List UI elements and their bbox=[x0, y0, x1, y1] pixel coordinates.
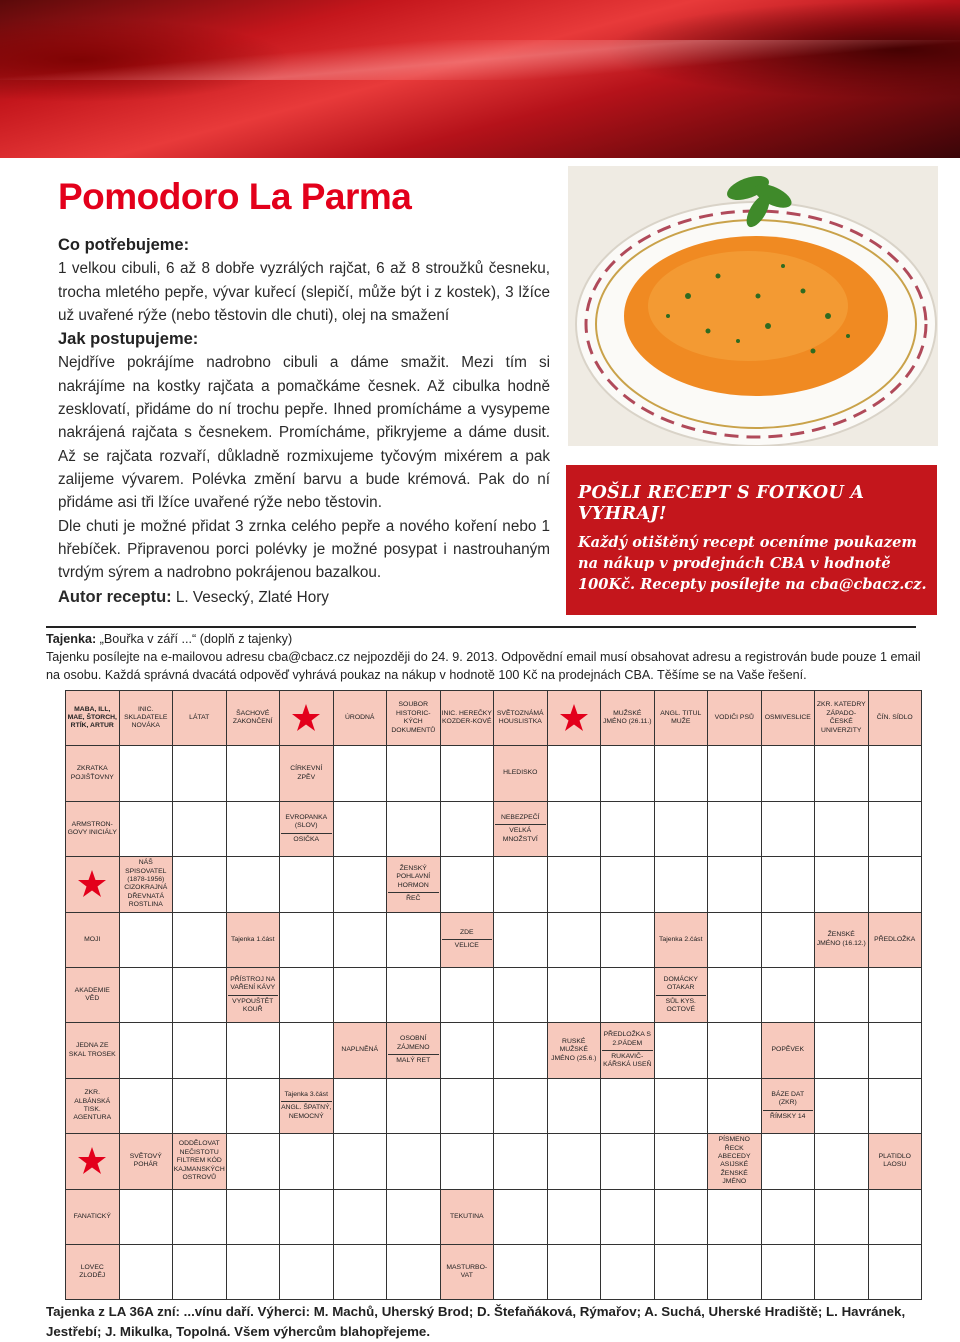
answer-cell[interactable] bbox=[868, 1078, 923, 1134]
answer-cell[interactable] bbox=[761, 745, 816, 801]
answer-cell[interactable] bbox=[600, 912, 655, 968]
answer-cell[interactable] bbox=[386, 1189, 441, 1245]
clue-divider bbox=[442, 939, 493, 940]
star-icon bbox=[65, 856, 120, 912]
promo-box bbox=[566, 465, 937, 615]
clue-cell bbox=[65, 801, 120, 857]
clue-cell bbox=[600, 690, 655, 746]
clue-text: ANGL. ŠPATNÝ, NEMOCNÝ bbox=[281, 1104, 332, 1120]
author-value: L. Vesecký, Zlaté Hory bbox=[175, 589, 329, 607]
clue-divider bbox=[281, 833, 332, 834]
clue-text: HLEDISKO bbox=[503, 769, 538, 777]
tajenka-label: Tajenka: bbox=[46, 632, 97, 646]
answer-cell[interactable] bbox=[279, 1189, 334, 1245]
clue-text: ŽENSKÉ JMÉNO (16.12.) bbox=[816, 931, 866, 947]
answer-cell[interactable] bbox=[493, 912, 548, 968]
answer-cell[interactable] bbox=[119, 967, 174, 1023]
answer-cell[interactable] bbox=[333, 1133, 388, 1189]
answer-cell[interactable] bbox=[547, 801, 602, 857]
answer-cell[interactable] bbox=[868, 856, 923, 912]
clue-cell bbox=[226, 912, 281, 968]
clue-cell bbox=[386, 856, 441, 912]
clue-cell bbox=[868, 690, 923, 746]
clue-text: AKADEMIE VĚD bbox=[74, 986, 110, 1003]
clue-cell bbox=[440, 1244, 495, 1300]
answer-cell[interactable] bbox=[547, 967, 602, 1023]
clue-text: VYPOUŠTĚT KOUŘ bbox=[232, 997, 274, 1014]
answer-cell[interactable] bbox=[600, 1189, 655, 1245]
clue-divider bbox=[388, 892, 439, 893]
clue-text: ZDE bbox=[459, 928, 474, 936]
answer-cell[interactable] bbox=[279, 1133, 334, 1189]
clue-text: PŘÍSTROJ NA VAŘENÍ KÁVY bbox=[230, 975, 276, 992]
answer-cell[interactable] bbox=[279, 1244, 334, 1300]
clue-cell bbox=[386, 1022, 441, 1078]
answer-cell[interactable] bbox=[440, 967, 495, 1023]
answer-cell[interactable] bbox=[226, 1189, 281, 1245]
answer-cell[interactable] bbox=[814, 967, 869, 1023]
answer-cell[interactable] bbox=[119, 912, 174, 968]
footer-winners: Tajenka z LA 36A zní: ...vínu daří. Výherci: M. Machů, Uherský Brod; D. Štefaňáková, Rýmařov; A. Suchá, Uherské Hradiště; L. Havránek, Jestřebí; J. Mikulka, Topolná. Všem výhercům blahopřejeme. bbox=[46, 1304, 906, 1339]
answer-cell[interactable] bbox=[386, 745, 441, 801]
clue-text: NÁŠ SPISOVATEL (1878-1956) CIZOKRAJNÁ DŘEVNATÁ ROSTLINA bbox=[124, 859, 168, 909]
clue-text: Tajenka 3.část bbox=[284, 1090, 328, 1098]
answer-cell[interactable] bbox=[172, 1244, 227, 1300]
clue-text: MOJI bbox=[84, 935, 101, 943]
answer-cell[interactable] bbox=[547, 912, 602, 968]
clue-text: Tajenka 1.část bbox=[231, 935, 275, 943]
answer-cell[interactable] bbox=[333, 967, 388, 1023]
answer-cell[interactable] bbox=[814, 1133, 869, 1189]
clue-text: POPĚVEK bbox=[771, 1046, 804, 1054]
clue-text: ŠACHOVÉ ZAKONČENÍ bbox=[232, 709, 273, 726]
clue-text: PÍSMENO ŘECK ABECEDY ASIJSKÉ ŽENSKÉ JMÉNO bbox=[718, 1136, 751, 1186]
answer-cell[interactable] bbox=[547, 745, 602, 801]
answer-cell[interactable] bbox=[226, 856, 281, 912]
clue-text: OSMIVESLICE bbox=[764, 713, 811, 721]
answer-cell[interactable] bbox=[814, 856, 869, 912]
answer-cell[interactable] bbox=[226, 1133, 281, 1189]
clue-cell bbox=[761, 690, 816, 746]
clue-cell bbox=[333, 690, 388, 746]
clue-cell bbox=[707, 690, 762, 746]
answer-cell[interactable] bbox=[226, 1022, 281, 1078]
answer-cell[interactable] bbox=[172, 745, 227, 801]
clue-cell bbox=[814, 912, 869, 968]
clue-cell bbox=[654, 690, 709, 746]
answer-cell[interactable] bbox=[814, 1078, 869, 1134]
answer-cell[interactable] bbox=[868, 967, 923, 1023]
star-icon bbox=[279, 690, 334, 746]
answer-cell[interactable] bbox=[600, 967, 655, 1023]
answer-cell[interactable] bbox=[547, 1244, 602, 1300]
answer-cell[interactable] bbox=[333, 1244, 388, 1300]
clue-text: RUSKÉ MUŽSKÉ JMÉNO (25.6.) bbox=[551, 1037, 597, 1062]
answer-cell[interactable] bbox=[707, 1244, 762, 1300]
answer-cell[interactable] bbox=[493, 1244, 548, 1300]
clue-cell bbox=[654, 967, 709, 1023]
answer-cell[interactable] bbox=[226, 801, 281, 857]
answer-cell[interactable] bbox=[279, 1022, 334, 1078]
clue-text: FANATICKÝ bbox=[73, 1212, 111, 1220]
answer-cell[interactable] bbox=[654, 1078, 709, 1134]
answer-cell[interactable] bbox=[707, 1022, 762, 1078]
answer-cell[interactable] bbox=[707, 856, 762, 912]
header-banner bbox=[0, 0, 960, 158]
answer-cell[interactable] bbox=[654, 745, 709, 801]
answer-cell[interactable] bbox=[814, 1244, 869, 1300]
clue-cell bbox=[119, 690, 174, 746]
clue-cell bbox=[814, 690, 869, 746]
answer-cell[interactable] bbox=[814, 1022, 869, 1078]
clue-text: NAPLNĚNÁ bbox=[341, 1046, 379, 1054]
answer-cell[interactable] bbox=[279, 912, 334, 968]
answer-cell[interactable] bbox=[707, 1189, 762, 1245]
answer-cell[interactable] bbox=[333, 745, 388, 801]
clue-text: SVĚTOZNÁMÁ HOUSLISTKA bbox=[496, 709, 544, 726]
clue-text: LÁTAT bbox=[189, 713, 210, 721]
answer-cell[interactable] bbox=[868, 1022, 923, 1078]
answer-cell[interactable] bbox=[119, 1189, 174, 1245]
clue-cell bbox=[868, 912, 923, 968]
answer-cell[interactable] bbox=[707, 967, 762, 1023]
clue-cell bbox=[440, 690, 495, 746]
answer-cell[interactable] bbox=[279, 856, 334, 912]
star-icon bbox=[547, 690, 602, 746]
answer-cell[interactable] bbox=[440, 1078, 495, 1134]
clue-text: LOVEC ZLODĚJ bbox=[79, 1263, 106, 1280]
clue-divider bbox=[281, 1101, 332, 1102]
answer-cell[interactable] bbox=[226, 1078, 281, 1134]
clue-cell bbox=[279, 1078, 334, 1134]
answer-cell[interactable] bbox=[440, 856, 495, 912]
answer-cell[interactable] bbox=[814, 1189, 869, 1245]
clue-text: VODIČI PSŮ bbox=[714, 713, 754, 721]
answer-cell[interactable] bbox=[600, 801, 655, 857]
answer-cell[interactable] bbox=[172, 1022, 227, 1078]
answer-cell[interactable] bbox=[493, 967, 548, 1023]
answer-cell[interactable] bbox=[386, 1078, 441, 1134]
answer-cell[interactable] bbox=[386, 912, 441, 968]
answer-cell[interactable] bbox=[119, 745, 174, 801]
answer-cell[interactable] bbox=[386, 967, 441, 1023]
clue-divider bbox=[228, 995, 279, 996]
answer-cell[interactable] bbox=[226, 745, 281, 801]
answer-cell[interactable] bbox=[547, 856, 602, 912]
clue-text: INIC. HEREČKY KOZDER-KOVÉ bbox=[441, 709, 492, 726]
answer-cell[interactable] bbox=[119, 1244, 174, 1300]
clue-cell bbox=[172, 1133, 227, 1189]
clue-cell bbox=[65, 1244, 120, 1300]
answer-cell[interactable] bbox=[814, 745, 869, 801]
clue-text: MALÝ RET bbox=[396, 1057, 431, 1065]
clue-text: CÍRKEVNÍ ZPĚV bbox=[290, 765, 323, 781]
answer-cell[interactable] bbox=[868, 1189, 923, 1245]
answer-cell[interactable] bbox=[654, 1244, 709, 1300]
clue-cell bbox=[761, 1078, 816, 1134]
puzzle-info bbox=[46, 630, 936, 684]
promo-text: Každý otištěný recept oceníme poukazem na nákup v prodejnách CBA v hodnotě 100Kč. Recepty posílejte na cba@cbacz.cz. bbox=[578, 534, 927, 593]
clue-text: TEKUTINA bbox=[449, 1212, 484, 1220]
answer-cell[interactable] bbox=[600, 1133, 655, 1189]
answer-cell[interactable] bbox=[386, 1133, 441, 1189]
answer-cell[interactable] bbox=[333, 856, 388, 912]
clue-cell bbox=[386, 690, 441, 746]
answer-cell[interactable] bbox=[814, 801, 869, 857]
answer-cell[interactable] bbox=[761, 1189, 816, 1245]
clue-divider bbox=[763, 1110, 814, 1111]
answer-cell[interactable] bbox=[440, 801, 495, 857]
clue-cell bbox=[707, 1133, 762, 1189]
answer-cell[interactable] bbox=[172, 1189, 227, 1245]
answer-cell[interactable] bbox=[386, 801, 441, 857]
answer-cell[interactable] bbox=[707, 745, 762, 801]
answer-cell[interactable] bbox=[333, 912, 388, 968]
answer-cell[interactable] bbox=[654, 1022, 709, 1078]
answer-cell[interactable] bbox=[333, 1078, 388, 1134]
answer-cell[interactable] bbox=[172, 912, 227, 968]
clue-text: MABA, ILL, MAE, ŠTORCH, RTÍK, ARTUR bbox=[67, 705, 117, 730]
clue-text: ÚRODNÁ bbox=[345, 713, 375, 721]
clue-cell bbox=[119, 856, 174, 912]
answer-cell[interactable] bbox=[547, 1078, 602, 1134]
answer-cell[interactable] bbox=[761, 967, 816, 1023]
clue-divider bbox=[388, 1054, 439, 1055]
clue-text: SVĚTOVÝ POHÁR bbox=[129, 1152, 162, 1169]
prep-text: Nejdříve pokrájíme nadrobno cibuli a dáme smažit. Mezi tím si nakrájíme na kostky rajčata a pomačkáme česnek. Až cibulka hodně zesklovatí, přidáme do ní trochu pepře. Ihned promícháme a vysypeme nakrájená rajčata s česnekem. Promícháme, přikryjeme a dáme dusit. Až se rajčata rozvaří, důkladně rozmixujeme tyčovým mixérem a pak zalijeme vývarem. Polévka změní barvu a bude krémová. Pak do ní přidáme asi tři lžíce uvařené rýže nebo těstovin. bbox=[58, 354, 550, 512]
answer-cell[interactable] bbox=[172, 1078, 227, 1134]
promo-headline: POŠLI RECEPT S FOTKOU A VYHRAJ! bbox=[578, 483, 865, 524]
clue-cell bbox=[493, 745, 548, 801]
clue-cell bbox=[493, 690, 548, 746]
answer-cell[interactable] bbox=[440, 745, 495, 801]
clue-cell bbox=[440, 912, 495, 968]
puzzle-instructions: Tajenku posílejte na e-mailovou adresu cba@cbacz.cz nejpozději do 24. 9. 2013. Odpovědní email musí obsahovat adresu a registrován bude pouze 1 email na osobu. Každá správná dvacátá odpověď vyhrává poukaz na nákup v hodnotě 100 Kč na prodejnách CBA. Těšíme se na Vaše řešení. bbox=[46, 650, 921, 682]
answer-cell[interactable] bbox=[547, 1133, 602, 1189]
clue-text: OSIČKA bbox=[293, 835, 320, 843]
answer-cell[interactable] bbox=[654, 801, 709, 857]
clue-text: PŘEDLOŽKA bbox=[874, 935, 916, 943]
clue-text: EVROPANKA (SLOV) bbox=[285, 813, 328, 830]
tajenka-text: „Bouřka v září ...“ (doplň z tajenky) bbox=[99, 632, 293, 646]
recipe-body bbox=[58, 234, 550, 610]
answer-cell[interactable] bbox=[868, 1244, 923, 1300]
answer-cell[interactable] bbox=[761, 912, 816, 968]
clue-cell bbox=[65, 1189, 120, 1245]
prep-heading: Jak postupujeme: bbox=[58, 330, 199, 349]
answer-cell[interactable] bbox=[119, 1078, 174, 1134]
clue-text: RUKAVIČ-KÁŘSKÁ USEŇ bbox=[603, 1053, 652, 1069]
answer-cell[interactable] bbox=[172, 856, 227, 912]
answer-cell[interactable] bbox=[868, 801, 923, 857]
answer-cell[interactable] bbox=[386, 1244, 441, 1300]
clue-text: MUŽSKÉ JMÉNO (26.11.) bbox=[602, 709, 652, 726]
needs-heading: Co potřebujeme: bbox=[58, 236, 190, 254]
answer-cell[interactable] bbox=[761, 1244, 816, 1300]
clue-text: ZKRATKA POJIŠŤOVNY bbox=[70, 765, 114, 781]
clue-text: ŘÍMSKY 14 bbox=[770, 1112, 806, 1120]
clue-text: ODDĚLOVAT NEČISTOTU FILTREM KÓD KAJMANSKÝCH OSTROVŮ bbox=[173, 1140, 225, 1181]
clue-divider bbox=[656, 995, 707, 996]
answer-cell[interactable] bbox=[440, 1133, 495, 1189]
clue-text: ZKR. ALBÁNSKÁ TISK. AGENTURA bbox=[73, 1089, 112, 1122]
answer-cell[interactable] bbox=[547, 1189, 602, 1245]
answer-cell[interactable] bbox=[600, 856, 655, 912]
answer-cell[interactable] bbox=[600, 1078, 655, 1134]
answer-cell[interactable] bbox=[119, 801, 174, 857]
clue-text: DOMÁCKY OTAKAR bbox=[663, 975, 698, 992]
clue-text: VELKÁ MNOŽSTVÍ bbox=[502, 827, 538, 843]
clue-text: Tajenka 2.část bbox=[659, 935, 703, 943]
answer-cell[interactable] bbox=[172, 801, 227, 857]
clue-text: PŘEDLOŽKA S 2.PÁDEM bbox=[603, 1031, 651, 1047]
star-icon bbox=[65, 1133, 120, 1189]
answer-cell[interactable] bbox=[654, 1133, 709, 1189]
clue-text: ČÍN. SÍDLO bbox=[876, 713, 913, 721]
recipe-title: Pomodoro La Parma bbox=[58, 176, 412, 217]
clue-text: ANGL. TITUL MUŽE bbox=[660, 709, 702, 726]
clue-cell bbox=[761, 1022, 816, 1078]
answer-cell[interactable] bbox=[333, 801, 388, 857]
answer-cell[interactable] bbox=[600, 1244, 655, 1300]
answer-cell[interactable] bbox=[654, 856, 709, 912]
clue-cell bbox=[440, 1189, 495, 1245]
answer-cell[interactable] bbox=[172, 967, 227, 1023]
answer-cell[interactable] bbox=[493, 1078, 548, 1134]
clue-cell bbox=[547, 1022, 602, 1078]
clue-text: ZKR. KATEDRY ZÁPADO-ČESKÉ UNIVERZITY bbox=[816, 701, 866, 734]
clue-cell bbox=[279, 745, 334, 801]
answer-cell[interactable] bbox=[707, 912, 762, 968]
clue-text: OSOBNÍ ZÁJMENO bbox=[397, 1035, 430, 1051]
answer-cell[interactable] bbox=[654, 1189, 709, 1245]
crossword-grid[interactable] bbox=[65, 690, 921, 1300]
answer-cell[interactable] bbox=[600, 745, 655, 801]
clue-cell bbox=[226, 690, 281, 746]
answer-cell[interactable] bbox=[333, 1189, 388, 1245]
clue-text: JEDNA ZE SKAL TROSEK bbox=[68, 1042, 116, 1058]
clue-divider bbox=[602, 1050, 653, 1051]
clue-text: ŘEČ bbox=[406, 895, 421, 903]
answer-cell[interactable] bbox=[707, 801, 762, 857]
clue-cell bbox=[333, 1022, 388, 1078]
answer-cell[interactable] bbox=[493, 1189, 548, 1245]
answer-cell[interactable] bbox=[440, 1022, 495, 1078]
clue-cell bbox=[65, 912, 120, 968]
clue-cell bbox=[65, 1078, 120, 1134]
prep-text-2: Dle chuti je možné přidat 3 zrnka celého pepře a nového koření nebo 1 hřebíček. Připravenou porci polévky je možné posypat i nastrouhaným tvrdým sýrem a nadrobno pokrájenou bazalkou. bbox=[58, 517, 550, 582]
clue-divider bbox=[495, 824, 546, 825]
clue-text: ARMSTRON-GOVY INICIÁLY bbox=[67, 820, 117, 836]
clue-cell bbox=[493, 801, 548, 857]
divider bbox=[46, 626, 916, 628]
clue-text: NEBEZPEČÍ bbox=[500, 813, 540, 821]
answer-cell[interactable] bbox=[493, 856, 548, 912]
answer-cell[interactable] bbox=[761, 801, 816, 857]
answer-cell[interactable] bbox=[761, 856, 816, 912]
clue-cell bbox=[65, 967, 120, 1023]
clue-cell bbox=[226, 967, 281, 1023]
answer-cell[interactable] bbox=[707, 1078, 762, 1134]
answer-cell[interactable] bbox=[226, 1244, 281, 1300]
answer-cell[interactable] bbox=[493, 1133, 548, 1189]
answer-cell[interactable] bbox=[119, 1022, 174, 1078]
clue-text: SŮL KYS. OCTOVÉ bbox=[665, 997, 696, 1014]
clue-text: VELICE bbox=[454, 942, 479, 950]
clue-text: PLATIDLO LAOSU bbox=[878, 1152, 911, 1169]
author-line bbox=[58, 586, 550, 609]
clue-text: MASTURBO-VAT bbox=[446, 1263, 488, 1280]
clue-cell bbox=[172, 690, 227, 746]
answer-cell[interactable] bbox=[868, 745, 923, 801]
clue-cell bbox=[119, 1133, 174, 1189]
clue-cell bbox=[65, 745, 120, 801]
soup-photo bbox=[568, 166, 938, 446]
clue-text: INIC. SKLADATELE NOVÁKA bbox=[124, 705, 168, 730]
clue-text: ŽENSKÝ POHLAVNÍ HORMON bbox=[396, 865, 431, 889]
clue-cell bbox=[600, 1022, 655, 1078]
answer-cell[interactable] bbox=[761, 1133, 816, 1189]
clue-cell bbox=[654, 912, 709, 968]
author-label: Autor receptu: bbox=[58, 588, 172, 607]
clue-cell bbox=[65, 1022, 120, 1078]
clue-text: BÁZE DAT (ZKR) bbox=[771, 1090, 805, 1107]
soup-bowl-image bbox=[568, 166, 938, 446]
clue-cell bbox=[65, 690, 120, 746]
answer-cell[interactable] bbox=[279, 967, 334, 1023]
needs-text: 1 velkou cibuli, 6 až 8 dobře vyzrálých rajčat, 6 až 8 stroužků česneku, trocha mletého pepře, vývar kuřecí (slepičí, může být i z kostek), 3 lžíce už uvařené rýže (nebo těstovin dle chuti), olej na smažení bbox=[58, 260, 550, 324]
clue-cell bbox=[279, 801, 334, 857]
clue-cell bbox=[868, 1133, 923, 1189]
answer-cell[interactable] bbox=[493, 1022, 548, 1078]
clue-text: SOUBOR HISTORIC-KÝCH DOKUMENTŮ bbox=[391, 701, 436, 734]
